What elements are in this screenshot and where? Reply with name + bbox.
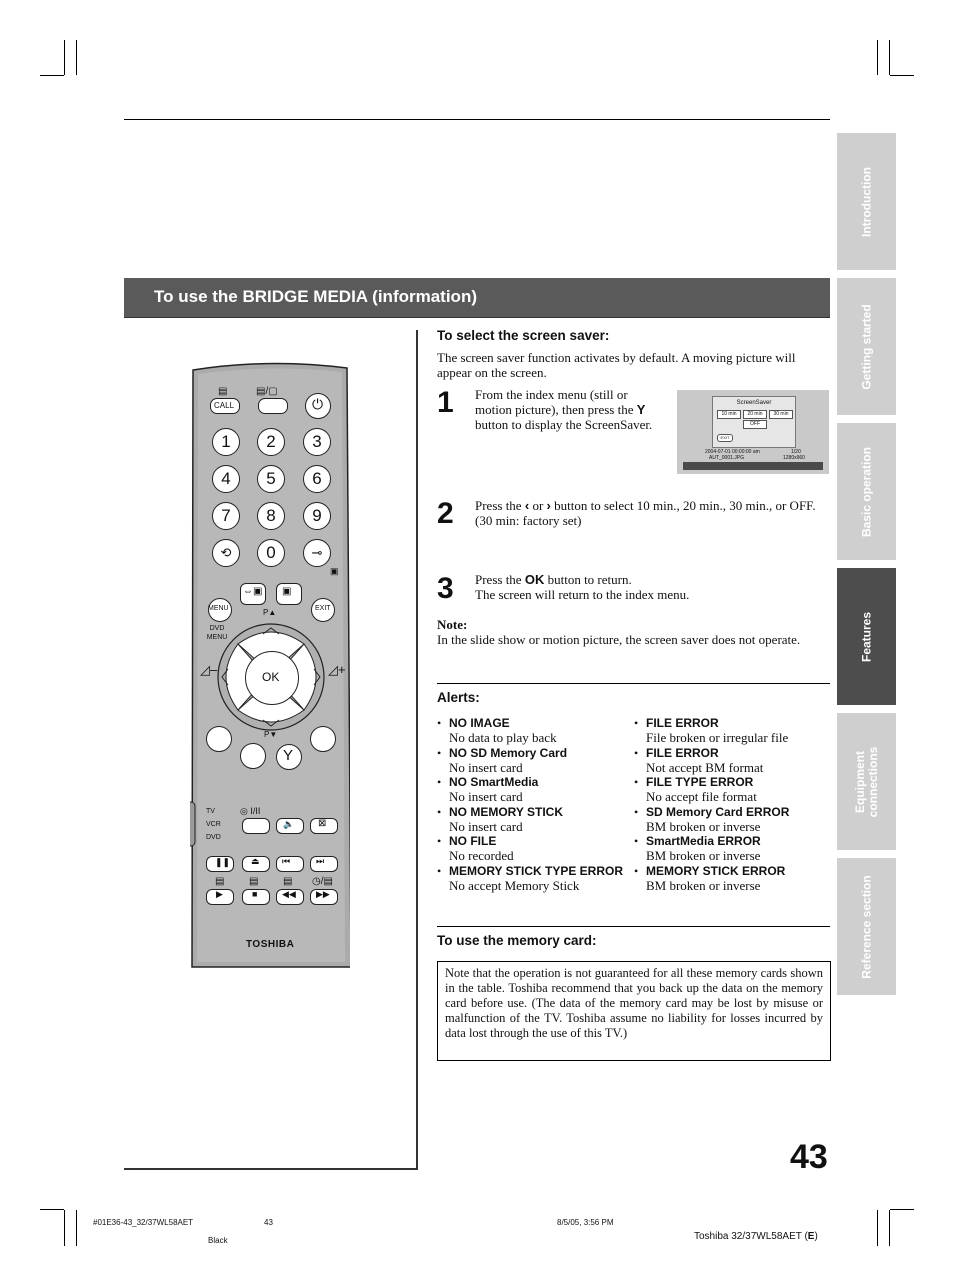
- list-item: • NO IMAGE No data to play back: [437, 716, 557, 745]
- play-icon: ▶: [216, 889, 223, 899]
- skip-back-icon: ⏮: [282, 856, 291, 866]
- tab-label: Getting started: [859, 303, 873, 390]
- step-2-text: Press the ‹ or › button to select 10 min., 20 min., 30 min., or OFF. (30 min: factory set): [475, 498, 816, 528]
- list-item: • NO FILE No recorded: [437, 834, 514, 863]
- picture-size-icon: ⇔▣: [243, 586, 263, 597]
- step-2-number: 2: [437, 497, 454, 530]
- brand-logo: TOSHIBA: [246, 939, 295, 950]
- menu-label: MENU: [208, 605, 229, 612]
- list-item: • NO SD Memory Card No insert card: [437, 745, 568, 775]
- speaker-icon: 🔈: [283, 819, 295, 829]
- tab-label: Basic operation: [859, 446, 873, 537]
- vcr-label: VCR: [206, 821, 221, 828]
- osd-file: AUT_0001.JPG: [709, 455, 745, 461]
- crop-mark: [40, 75, 64, 76]
- sound-mode-button[interactable]: [242, 818, 270, 834]
- y-label: Y: [283, 747, 294, 764]
- stop-icon: ■: [252, 889, 258, 899]
- dvd-label: DVD: [206, 834, 221, 841]
- step-1-number: 1: [437, 386, 454, 419]
- alerts-heading: Alerts:: [437, 690, 480, 705]
- crop-mark: [64, 1210, 65, 1246]
- tab-introduction[interactable]: [837, 133, 896, 270]
- osd-option-10[interactable]: 10 min: [717, 410, 741, 419]
- right-arrow-icon: ›: [546, 498, 551, 513]
- crop-mark: [877, 40, 878, 75]
- left-arrow-icon: ‹: [524, 498, 530, 513]
- digit-6-button[interactable]: 6: [303, 465, 331, 493]
- panel-divider: [416, 330, 418, 1170]
- top-rule: [124, 119, 830, 120]
- screensaver-osd-preview: [677, 390, 829, 474]
- exit-label: EXIT: [315, 605, 331, 612]
- osd-title: ScreenSaver: [736, 400, 772, 406]
- text-picture-icon: ▤/▢: [256, 386, 278, 397]
- crop-mark: [40, 1209, 64, 1210]
- footer-model: Toshiba 32/37WL58AET (E): [694, 1231, 818, 1242]
- section-title: To use the BRIDGE MEDIA (information): [154, 287, 477, 306]
- input-select-button[interactable]: ⊸: [303, 539, 331, 567]
- panel-bottom-rule: [124, 1168, 418, 1170]
- page-number: 43: [790, 1138, 828, 1176]
- green-button[interactable]: [240, 743, 266, 769]
- digit-2-button[interactable]: 2: [257, 428, 285, 456]
- rewind-icon: ◀◀: [282, 889, 296, 899]
- digit-4-button[interactable]: 4: [212, 465, 240, 493]
- digit-7-button[interactable]: 7: [212, 502, 240, 530]
- tab-basic-operation[interactable]: [837, 423, 896, 560]
- widescreen-icon: ▣: [282, 586, 292, 597]
- digit-0-button[interactable]: 0: [257, 539, 285, 567]
- crop-mark: [890, 75, 914, 76]
- ok-label: OK: [262, 670, 280, 684]
- screensaver-heading: To select the screen saver:: [437, 328, 610, 343]
- footer-color: Black: [208, 1236, 228, 1245]
- text-mode-button[interactable]: [258, 398, 288, 414]
- bridge-media-icon: ▣: [330, 566, 339, 576]
- channel-return-button[interactable]: ⟲: [212, 539, 240, 567]
- list-item: • NO SmartMedia No insert card: [437, 775, 539, 804]
- crop-mark: [64, 40, 65, 75]
- crop-mark: [889, 1210, 890, 1246]
- osd-option-30[interactable]: 30 min: [769, 410, 793, 419]
- text-icon: ▤: [218, 386, 228, 397]
- digit-5-button[interactable]: 5: [257, 465, 285, 493]
- remote-control: [190, 362, 350, 972]
- alerts-left-list: [437, 716, 637, 893]
- text-clock-icon: ◷/▤: [312, 876, 333, 887]
- digit-8-button[interactable]: 8: [257, 502, 285, 530]
- list-item: • MEMORY STICK TYPE ERROR No accept Memory Stick: [437, 863, 624, 893]
- step-3-number: 3: [437, 572, 454, 605]
- crop-mark: [76, 40, 77, 75]
- crop-mark: [877, 1210, 878, 1246]
- dvd-menu-label: DVD MENU: [206, 625, 228, 641]
- text-index-icon: ▤: [283, 876, 293, 887]
- program-down-label: P▼: [264, 730, 278, 739]
- note-label: Note:: [437, 617, 468, 632]
- blue-button[interactable]: [310, 726, 336, 752]
- tab-label: Introduction: [859, 166, 873, 237]
- red-button[interactable]: [206, 726, 232, 752]
- memory-card-note: Note that the operation is not guaranteed for all these memory cards shown in the table. Toshiba recommend that you back up the data on the memory card before use. (The data of the memory card may be lost by misuse or malfunction of the TV. Toshiba assume no liability for losses incurred by data lost through the use of this TV.): [445, 966, 823, 1040]
- mute-icon: ⊠: [318, 818, 327, 829]
- screensaver-intro: The screen saver function activates by default. A moving picture will appear on the screen.: [437, 350, 796, 380]
- text-hold-icon: ▤: [215, 876, 225, 887]
- tab-reference-section[interactable]: [837, 858, 896, 995]
- footer-date: 8/5/05, 3:56 PM: [557, 1218, 614, 1227]
- osd-exit-button[interactable]: EXIT: [717, 434, 733, 442]
- stereo-icon: ◎ I/II: [240, 806, 261, 816]
- memory-card-note-box: [437, 961, 831, 1061]
- list-item: • SD Memory Card ERROR BM broken or inverse: [634, 804, 790, 834]
- pause-icon: ❚❚: [215, 857, 231, 867]
- skip-forward-icon: ⏭: [316, 856, 325, 866]
- list-item: • FILE ERROR Not accept BM format: [634, 745, 764, 775]
- tab-features[interactable]: [837, 568, 896, 705]
- tv-label: TV: [206, 808, 215, 815]
- fast-forward-icon: ▶▶: [316, 889, 330, 899]
- volume-down-icon: ◿–: [200, 662, 218, 677]
- volume-up-icon: ◿+: [328, 662, 346, 677]
- digit-1-button[interactable]: 1: [212, 428, 240, 456]
- crop-mark: [889, 40, 890, 75]
- alerts-right-list: [634, 716, 834, 893]
- tab-label: Features: [859, 611, 873, 662]
- list-item: • FILE TYPE ERROR No accept file format: [634, 775, 757, 804]
- digit-3-button[interactable]: 3: [303, 428, 331, 456]
- power-icon: ⏻: [312, 396, 324, 412]
- osd-control-bar: [683, 462, 823, 470]
- digit-9-button[interactable]: 9: [303, 502, 331, 530]
- osd-option-off[interactable]: OFF: [743, 420, 767, 429]
- footer-page: 43: [264, 1218, 273, 1227]
- memory-card-heading: To use the memory card:: [437, 933, 597, 948]
- tab-equipment-connections[interactable]: [837, 713, 896, 850]
- crop-mark: [890, 1209, 914, 1210]
- memory-card-rule: [437, 926, 830, 927]
- osd-dialog: [712, 396, 796, 448]
- call-label: CALL: [214, 401, 235, 410]
- text-reveal-icon: ▤: [249, 876, 259, 887]
- step-1-text: From the index menu (still or motion picture), then press the Y button to display the ScreenSaver.: [475, 387, 653, 432]
- list-item: • FILE ERROR File broken or irregular file: [634, 716, 789, 745]
- crop-mark: [76, 1210, 77, 1246]
- list-item: • MEMORY STICK ERROR BM broken or inverse: [634, 863, 786, 893]
- tab-getting-started[interactable]: [837, 278, 896, 415]
- osd-resolution: 1280x960: [783, 455, 805, 461]
- osd-count: 1/20: [791, 449, 801, 455]
- osd-option-20[interactable]: 20 min: [743, 410, 767, 419]
- eject-icon: ⏏: [251, 856, 260, 866]
- section-header: [124, 278, 830, 318]
- list-item: • NO MEMORY STICK No insert card: [437, 804, 564, 834]
- step-3-text: Press the OK button to return. The screen will return to the index menu.: [475, 572, 690, 602]
- tab-label: Equipment connections: [852, 746, 880, 817]
- osd-date: 2004-07-01 00:00:00 am: [705, 449, 760, 455]
- alerts-rule: [437, 683, 830, 684]
- tab-label: Reference section: [859, 874, 873, 979]
- footer-file: #01E36-43_32/37WL58AET: [93, 1218, 194, 1227]
- program-up-label: P▲: [263, 608, 277, 617]
- list-item: • SmartMedia ERROR BM broken or inverse: [634, 834, 761, 863]
- note-text: In the slide show or motion picture, the screen saver does not operate.: [437, 632, 801, 647]
